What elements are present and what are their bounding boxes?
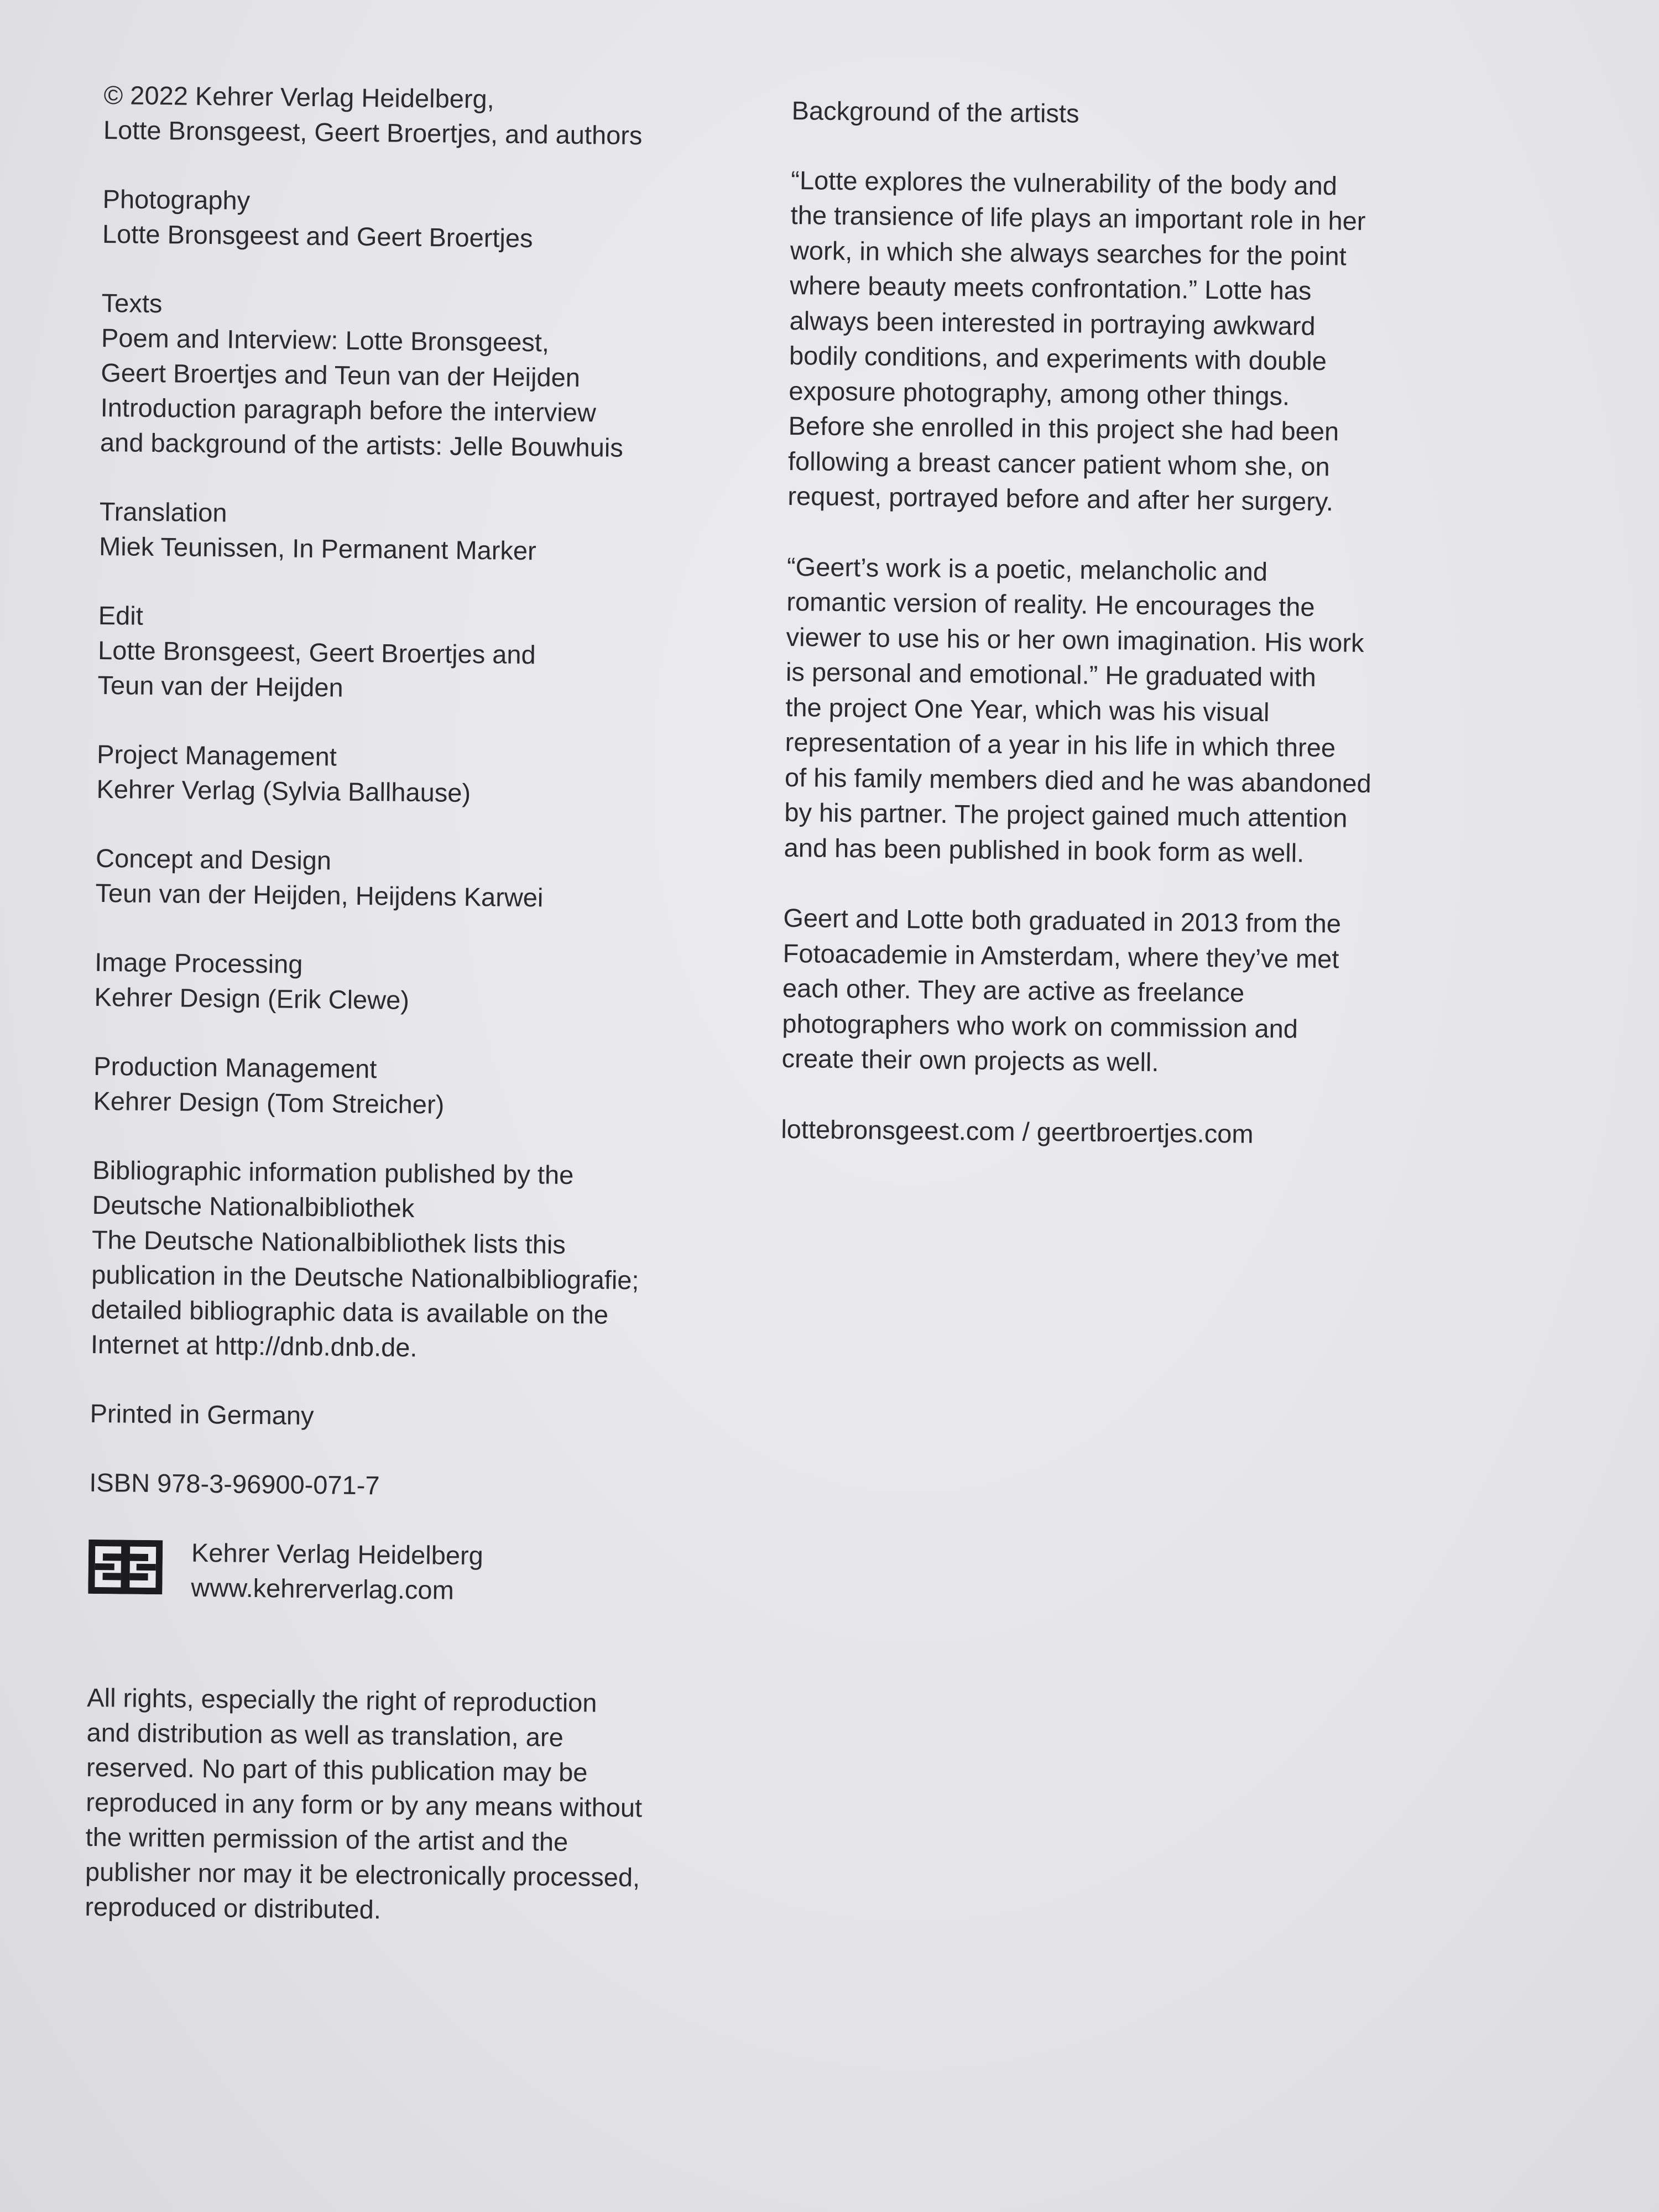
credits-list xyxy=(89,77,757,1506)
publisher-text xyxy=(191,1535,483,1608)
credit-block xyxy=(103,77,757,154)
paragraph-line: and has been published in book form as well. xyxy=(784,832,1305,868)
artist-background-column xyxy=(781,93,1433,1153)
paragraph-line: romantic version of reality. He encourages the xyxy=(786,586,1315,622)
credit-heading: © 2022 Kehrer Verlag Heidelberg, xyxy=(103,80,495,114)
paragraph-line: the transience of life plays an important role in her xyxy=(790,200,1366,236)
paragraph-line: Before she enrolled in this project she had been xyxy=(788,410,1339,446)
rights-line: All rights, especially the right of reproduction xyxy=(87,1682,597,1718)
credit-line: Teun van der Heijden xyxy=(97,670,343,702)
background-paragraphs xyxy=(781,162,1432,1082)
credit-line: Lotte Bronsgeest, Geert Broertjes, and authors xyxy=(103,114,643,150)
credit-line: Miek Teunissen, In Permanent Marker xyxy=(98,531,537,566)
rights-line: and distribution as well as translation, are xyxy=(86,1717,564,1752)
credit-heading: Project Management xyxy=(96,739,337,771)
paragraph-line: is personal and emotional.” He graduated with xyxy=(785,656,1317,692)
paragraph-line: following a breast cancer patient whom she, on xyxy=(787,446,1330,481)
credit-block xyxy=(91,1152,745,1368)
paragraph-line: photographers who work on commission and xyxy=(782,1008,1298,1044)
background-paragraph xyxy=(787,162,1433,520)
paragraph-line: “Geert’s work is a poetic, melancholic and xyxy=(786,551,1268,586)
rights-line: reproduced or distributed. xyxy=(85,1891,382,1924)
credit-line: Lotte Bronsgeest and Geert Broertjes xyxy=(102,218,533,253)
credit-block xyxy=(100,285,754,466)
credit-heading: Production Management xyxy=(93,1051,377,1084)
credit-line: publication in the Deutsche Nationalbibliografie; xyxy=(91,1259,639,1295)
publisher-name: Kehrer Verlag Heidelberg xyxy=(191,1537,484,1571)
background-title-block xyxy=(791,93,1433,135)
credit-line: and background of the artists: Jelle Bouwhuis xyxy=(100,427,624,462)
publisher-imprint xyxy=(88,1534,741,1610)
paragraph-line: by his partner. The project gained much attention xyxy=(784,797,1348,833)
credit-line: Poem and Interview: Lotte Bronsgeest, xyxy=(101,322,550,357)
credit-block xyxy=(96,737,749,813)
credit-line: Deutsche Nationalbibliothek xyxy=(92,1190,415,1223)
paragraph-line: always been interested in portraying awkward xyxy=(789,305,1316,341)
rights-line: publisher nor may it be electronically processed, xyxy=(85,1856,640,1892)
background-paragraph xyxy=(784,549,1428,872)
credit-line: Introduction paragraph before the interview xyxy=(100,392,597,427)
credit-line: Kehrer Design (Erik Clewe) xyxy=(94,982,410,1015)
credit-line: Geert Broertjes and Teun van der Heijden xyxy=(101,357,581,393)
credit-line: detailed bibliographic data is available on the xyxy=(91,1294,609,1329)
paragraph-line: viewer to use his or her own imagination. His work xyxy=(786,622,1364,658)
credit-line: Teun van der Heijden, Heijdens Karwei xyxy=(95,878,544,912)
credit-heading: Translation xyxy=(99,496,227,528)
credit-block xyxy=(95,841,748,917)
paragraph-line: where beauty meets confrontation.” Lotte has xyxy=(790,270,1312,305)
rights-line: the written permission of the artist and the xyxy=(85,1822,568,1856)
credit-heading: ISBN 978-3-96900-071-7 xyxy=(89,1467,380,1500)
credit-heading: Photography xyxy=(102,184,251,215)
paragraph-line: Geert and Lotte both graduated in 2013 from the xyxy=(783,902,1342,938)
paragraph-line: request, portrayed before and after her surgery. xyxy=(787,481,1334,517)
credit-heading: Concept and Design xyxy=(95,843,332,875)
rights-notice xyxy=(85,1680,740,1931)
paragraph-line: representation of a year in his life in which three xyxy=(785,727,1336,763)
paragraph-line: “Lotte explores the vulnerability of the body and xyxy=(791,165,1338,200)
paragraph-line: exposure photography, among other things. xyxy=(789,375,1290,410)
credit-block xyxy=(94,945,747,1021)
background-paragraph xyxy=(781,900,1425,1083)
credit-block xyxy=(90,1396,743,1437)
credit-line: Kehrer Design (Tom Streicher) xyxy=(93,1086,445,1119)
publisher-url[interactable]: www.kehrerverlag.com xyxy=(191,1572,455,1605)
paragraph-line: Fotoacademie in Amsterdam, where they’ve met xyxy=(782,938,1339,973)
credit-block xyxy=(99,494,752,570)
credit-block xyxy=(93,1048,746,1125)
paragraph-line: the project One Year, which was his visual xyxy=(785,692,1270,727)
artist-websites[interactable]: lottebronsgeest.com / geertbroertjes.com xyxy=(781,1114,1254,1149)
paragraph-line: work, in which she always searches for the point xyxy=(790,235,1347,271)
credit-line: Lotte Bronsgeest, Geert Broertjes and xyxy=(97,635,536,670)
credit-block xyxy=(89,1465,742,1506)
credit-line: Kehrer Verlag (Sylvia Ballhause) xyxy=(96,774,471,808)
credit-block xyxy=(97,598,751,709)
kehrer-logo-icon xyxy=(88,1540,163,1594)
paragraph-line: each other. They are active as freelance xyxy=(782,973,1245,1008)
background-title: Background of the artists xyxy=(791,95,1079,128)
credit-line: Internet at http://dnb.dnb.de. xyxy=(90,1329,418,1363)
paragraph-line: create their own projects as well. xyxy=(781,1043,1159,1077)
credit-heading: Image Processing xyxy=(94,947,303,979)
credit-heading: Texts xyxy=(101,288,163,319)
credit-block xyxy=(102,181,755,258)
credit-heading: Printed in Germany xyxy=(90,1398,314,1431)
credit-heading: Bibliographic information published by the xyxy=(92,1155,574,1190)
rights-line: reserved. No part of this publication may be xyxy=(86,1752,588,1787)
colophon-column xyxy=(85,77,757,1931)
paragraph-line: of his family members died and he was abandoned xyxy=(784,762,1372,798)
credit-heading: Edit xyxy=(98,600,144,630)
paragraph-line: bodily conditions, and experiments with double xyxy=(789,340,1327,376)
credit-line: The Deutsche Nationalbibliothek lists this xyxy=(91,1224,566,1259)
rights-line: reproduced in any form or by any means without xyxy=(86,1787,643,1823)
